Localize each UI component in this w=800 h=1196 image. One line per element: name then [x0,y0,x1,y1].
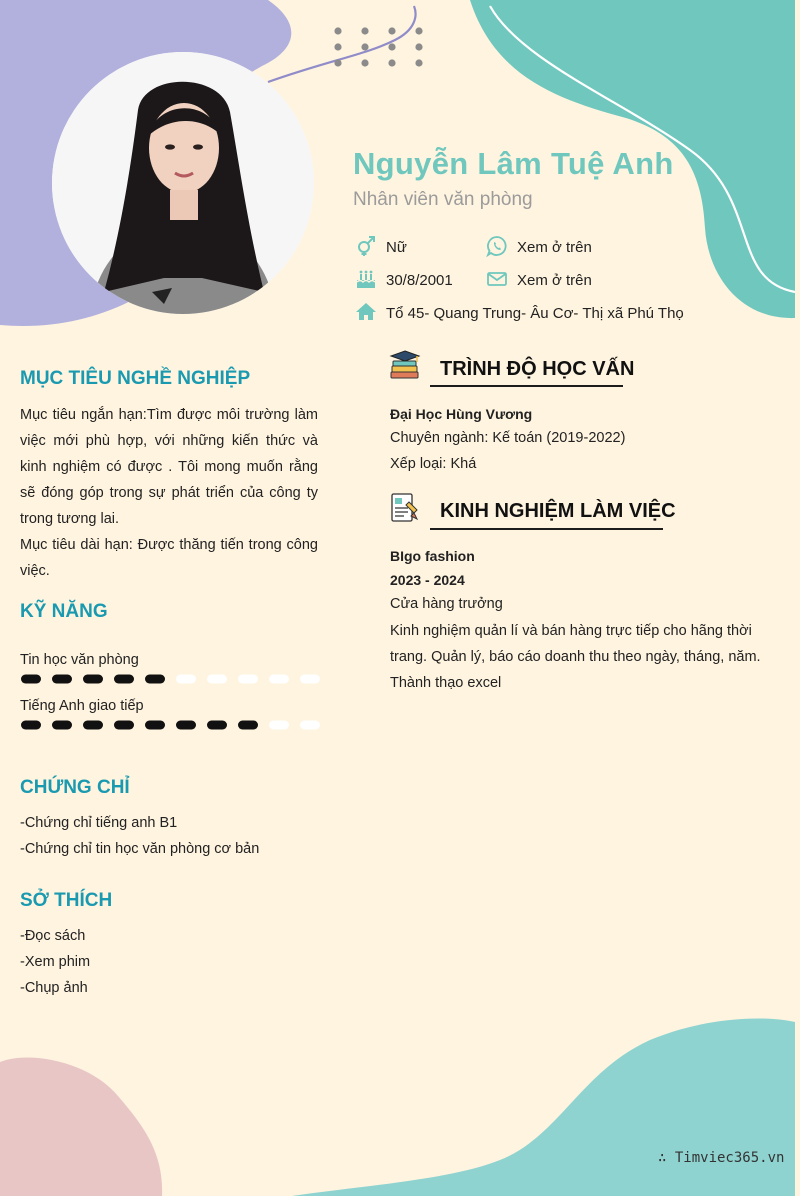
career-goal-heading: MỤC TIÊU NGHỀ NGHIỆP [20,368,251,389]
skill-dot-empty [176,675,196,684]
skill-dot-filled [52,721,72,730]
certificate-item: -Chứng chỉ tin học văn phòng cơ bản [20,841,260,857]
hobby-item: -Đọc sách [20,928,86,944]
skill-dot-filled [21,721,41,730]
skill-dot-filled [238,721,258,730]
address-value: Tổ 45- Quang Trung- Âu Cơ- Thị xã Phú Thọ [386,305,684,322]
skill-dot-empty [269,675,289,684]
gender-value: Nữ [386,239,407,256]
hobbies-heading: SỞ THÍCH [20,890,113,911]
cake-icon [355,268,377,290]
email-value: Xem ở trên [517,272,592,289]
skill-dot-filled [207,721,227,730]
skill-dot-filled [83,675,103,684]
graduation-books-icon [389,350,421,382]
career-goal-short-term: Mục tiêu ngắn hạn:Tìm được môi trường làm việc mới phù hợp, với những kiến thức và kinh nghiệm có được . Tôi mong muốn rằng sẽ đóng góp trong sự phát triển của công ty trong tương lai. [20,407,318,527]
job-title: Nhân viên văn phòng [353,189,533,210]
certificates-heading: CHỨNG CHỈ [20,777,130,798]
experience-heading: KINH NGHIỆM LÀM VIỆC [440,500,676,522]
experience-position: Cửa hàng trưởng [390,596,503,612]
birthday-value: 30/8/2001 [386,272,453,289]
hobby-item: -Chụp ảnh [20,980,88,996]
skill-dot-filled [114,675,134,684]
skills-heading: KỸ NĂNG [20,601,108,622]
experience-company: BIgo fashion [390,548,475,564]
skill-dot-filled [21,675,41,684]
mail-icon [486,268,508,290]
skill-label-english: Tiếng Anh giao tiếp [20,698,144,714]
skill-dot-empty [238,675,258,684]
whatsapp-icon [486,235,508,257]
hobby-item: -Xem phim [20,954,91,970]
education-heading: TRÌNH ĐỘ HỌC VẤN [440,358,635,380]
skill-dot-empty [207,675,227,684]
skill-dot-empty [269,721,289,730]
experience-period: 2023 - 2024 [390,572,465,588]
skill-dot-filled [83,721,103,730]
full-name: Nguyễn Lâm Tuệ Anh [353,146,674,181]
profile-photo [52,52,314,314]
experience-description: Kinh nghiệm quản lí và bán hàng trực tiếp cho hãng thời trang. Quản lý, báo cáo doanh thu theo ngày, tháng, năm. Thành thạo excel [390,623,761,691]
skill-dot-filled [176,721,196,730]
skill-dot-empty [300,721,320,730]
education-school: Đại Học Hùng Vương [390,406,533,422]
experience-heading-underline [430,528,663,530]
skill-rating-english [20,719,320,731]
home-icon [355,301,377,323]
education-rank: Xếp loại: Khá [390,456,477,472]
skill-dot-filled [145,675,165,684]
document-experience-icon [389,492,421,524]
skill-label-office: Tin học văn phòng [20,652,139,668]
gender-icon [355,235,377,257]
skill-dot-filled [145,721,165,730]
phone-value: Xem ở trên [517,239,592,256]
skill-rating-office [20,673,320,685]
career-goal-long-term: Mục tiêu dài hạn: Được thăng tiến trong công việc. [20,537,318,579]
education-major: Chuyên ngành: Kế toán (2019-2022) [390,430,626,446]
skill-dot-filled [114,721,134,730]
footer-credit: ∴ Timviec365.vn [658,1150,785,1166]
education-heading-underline [430,385,623,387]
certificate-item: -Chứng chỉ tiếng anh B1 [20,815,178,831]
skill-dot-empty [300,675,320,684]
skill-dot-filled [52,675,72,684]
